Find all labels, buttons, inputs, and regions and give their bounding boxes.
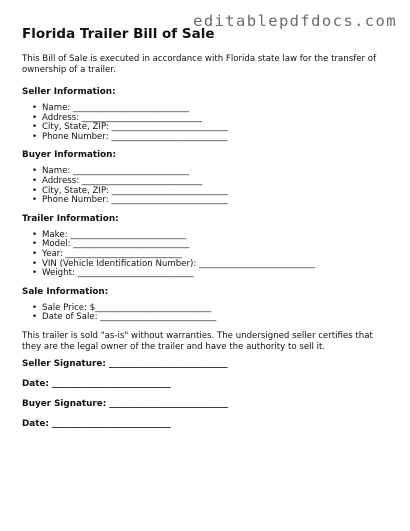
seller-date-field[interactable]: Date: ___________________________ xyxy=(22,378,171,389)
buyer-name-field[interactable]: • Name: ___________________________ xyxy=(42,167,394,177)
buyer-city-state-zip-field[interactable]: • City, State, ZIP: ___________________________ xyxy=(42,187,394,197)
document-title: Florida Trailer Bill of Sale xyxy=(22,26,215,42)
seller-city-state-zip-field[interactable]: • City, State, ZIP: ___________________________ xyxy=(42,123,394,133)
closing-paragraph: This trailer is sold "as-is" without warranties. The undersigned seller certifies that they are the legal owner of the trailer and have the authority to sell it. xyxy=(22,330,373,352)
trailer-heading: Trailer Information: xyxy=(22,213,119,224)
intro-paragraph: This Bill of Sale is executed in accordance with Florida state law for the transfer of ownership of a trailer. xyxy=(22,54,377,75)
sale-heading: Sale Information: xyxy=(22,286,109,297)
trailer-make-field[interactable]: • Make: ___________________________ xyxy=(42,231,394,241)
seller-fields xyxy=(22,104,394,142)
seller-signature-field[interactable]: Seller Signature: ___________________________ xyxy=(22,358,228,369)
buyer-address-field[interactable]: • Address: ____________________________ xyxy=(42,177,394,187)
buyer-heading: Buyer Information: xyxy=(22,150,116,161)
buyer-date-field[interactable]: Date: ___________________________ xyxy=(22,418,171,429)
seller-address-field[interactable]: • Address: ____________________________ xyxy=(42,114,394,124)
seller-name-field[interactable]: • Name: ___________________________ xyxy=(42,104,394,114)
seller-heading: Seller Information: xyxy=(22,87,116,97)
trailer-model-field[interactable]: • Model: ___________________________ xyxy=(42,240,394,250)
trailer-year-field[interactable]: • Year: ___________________________ xyxy=(42,250,394,260)
buyer-fields xyxy=(22,167,394,205)
buyer-signature-field[interactable]: Buyer Signature: ___________________________ xyxy=(22,398,229,409)
document-page xyxy=(22,26,394,439)
sale-fields xyxy=(22,304,394,323)
watermark: editablepdfdocs.com xyxy=(193,12,397,30)
trailer-weight-field[interactable]: • Weight: ___________________________ xyxy=(42,269,394,279)
trailer-fields xyxy=(22,231,394,279)
trailer-vin-field[interactable]: • VIN (Vehicle Identification Number): ___________________________ xyxy=(42,260,394,270)
buyer-phone-field[interactable]: • Phone Number: ___________________________ xyxy=(42,196,394,206)
sale-date-field[interactable]: • Date of Sale: ___________________________ xyxy=(42,313,394,323)
sale-price-field[interactable]: • Sale Price: $___________________________ xyxy=(42,304,394,314)
seller-phone-field[interactable]: • Phone Number: ___________________________ xyxy=(42,133,394,143)
